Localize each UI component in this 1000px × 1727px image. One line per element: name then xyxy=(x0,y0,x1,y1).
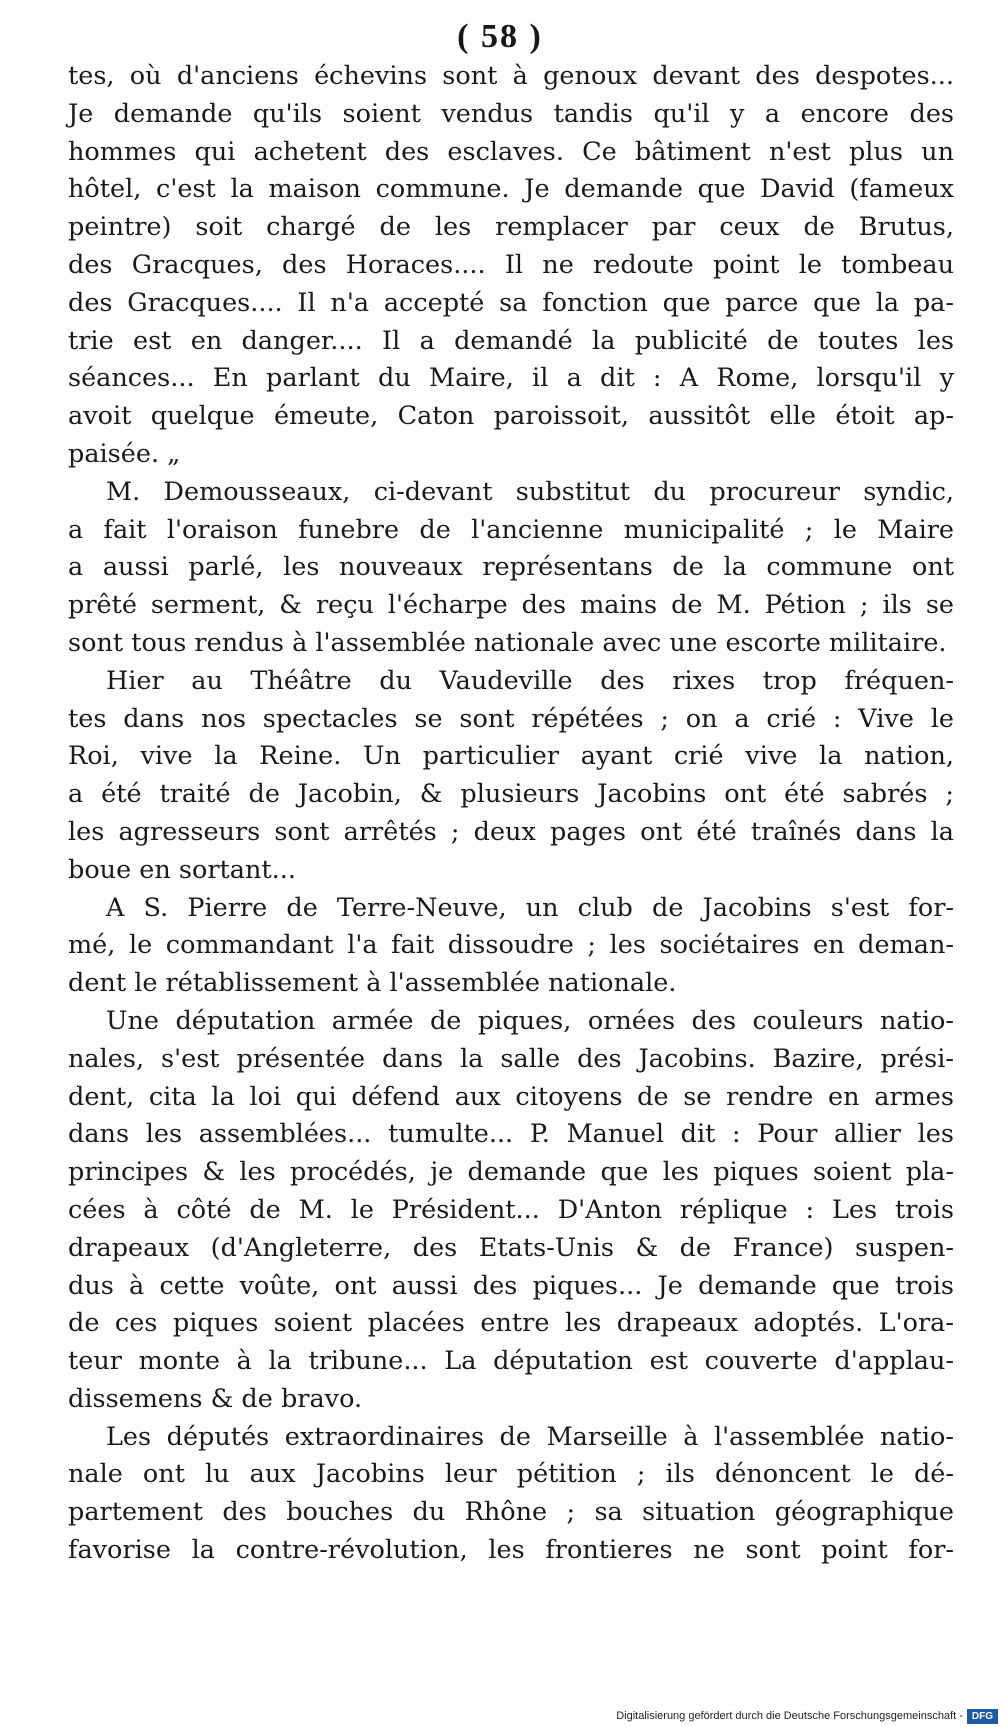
text-line: trie est en danger.... Il a demandé la publicité de toutes les xyxy=(68,325,954,356)
text-line: partement des bouches du Rhône ; sa situation géographique xyxy=(68,1497,954,1528)
text-line: nales, s'est présentée dans la salle des Jacobins. Bazire, prési- xyxy=(68,1043,954,1074)
text-line: Les députés extraordinaires de Marseille à l'assemblée natio- xyxy=(106,1421,954,1452)
text-line: avoit quelque émeute, Caton paroissoit, aussitôt elle étoit ap- xyxy=(68,401,954,432)
text-line: mé, le commandant l'a fait dissoudre ; les sociétaires en deman- xyxy=(68,930,954,961)
text-line: sont tous rendus à l'assemblée nationale avec une escorte militaire. xyxy=(68,627,947,658)
text-line: dans les assemblées... tumulte... P. Manuel dit : Pour allier les xyxy=(68,1119,954,1150)
text-line: a aussi parlé, les nouveaux représentans de la commune ont xyxy=(68,552,954,583)
text-line: dus à cette voûte, ont aussi des piques... Je demande que trois xyxy=(68,1270,954,1301)
text-line: a fait l'oraison funebre de l'ancienne municipalité ; le Maire xyxy=(68,514,954,545)
text-line: boue en sortant... xyxy=(68,854,296,885)
text-line: Une députation armée de piques, ornées des couleurs natio- xyxy=(106,1005,954,1036)
text-line: tes, où d'anciens échevins sont à genoux devant des despotes... xyxy=(68,61,954,91)
digitization-credit xyxy=(610,1705,1000,1727)
credit-text: Digitalisierung gefördert durch die Deutsche Forschungsgemeinschaft - xyxy=(616,1710,963,1722)
text-line: tes dans nos spectacles se sont répétées ; on a crié : Vive le xyxy=(68,703,954,734)
page-number: ( 58 ) xyxy=(457,18,543,55)
text-line: hôtel, c'est la maison commune. Je demande que David (fameux xyxy=(68,174,954,205)
text-line: dent le rétablissement à l'assemblée nationale. xyxy=(68,968,677,999)
text-line: les agresseurs sont arrêtés ; deux pages ont été traînés dans la xyxy=(68,816,954,847)
text-line: nale ont lu aux Jacobins leur pétition ; ils dénoncent le dé- xyxy=(68,1459,954,1490)
text-line: cées à côté de M. le Président... D'Anton réplique : Les trois xyxy=(68,1194,954,1225)
text-line: paisée. „ xyxy=(68,438,181,469)
text-line: dent, cita la loi qui défend aux citoyens de se rendre en armes xyxy=(68,1081,954,1112)
text-line: A S. Pierre de Terre-Neuve, un club de Jacobins s'est for- xyxy=(106,892,954,923)
text-line: M. Demousseaux, ci-devant substitut du procureur syndic, xyxy=(106,476,954,507)
text-line: séances... En parlant du Maire, il a dit : A Rome, lorsqu'il y xyxy=(68,363,954,394)
text-line: favorise la contre-révolution, les frontieres ne sont point for- xyxy=(68,1535,954,1566)
body-text xyxy=(68,58,954,1570)
text-line: de ces piques soient placées entre les drapeaux adoptés. L'ora- xyxy=(68,1308,954,1339)
text-line: dissemens & de bravo. xyxy=(68,1383,363,1414)
text-line: principes & les procédés, je demande que les piques soient pla- xyxy=(68,1157,954,1188)
text-line: des Gracques.... Il n'a accepté sa fonction que parce que la pa- xyxy=(68,287,954,318)
text-line: Je demande qu'ils soient vendus tandis qu'il y a encore des xyxy=(68,98,954,129)
text-line: teur monte à la tribune... La députation est couverte d'applau- xyxy=(68,1346,954,1377)
dfg-logo: DFG xyxy=(967,1709,998,1724)
text-line: a été traité de Jacobin, & plusieurs Jacobins ont été sabrés ; xyxy=(68,779,954,810)
text-line: Hier au Théâtre du Vaudeville des rixes trop fréquen- xyxy=(106,665,954,696)
text-line: prêté serment, & reçu l'écharpe des mains de M. Pétion ; ils se xyxy=(68,590,954,621)
text-line: peintre) soit chargé de les remplacer par ceux de Brutus, xyxy=(68,212,954,243)
text-line: hommes qui achetent des esclaves. Ce bâtiment n'est plus un xyxy=(68,136,954,167)
text-line: Roi, vive la Reine. Un particulier ayant crié vive la nation, xyxy=(68,741,954,772)
text-line: drapeaux (d'Angleterre, des Etats-Unis & de France) suspen- xyxy=(68,1232,954,1263)
text-line: des Gracques, des Horaces.... Il ne redoute point le tombeau xyxy=(68,249,954,280)
